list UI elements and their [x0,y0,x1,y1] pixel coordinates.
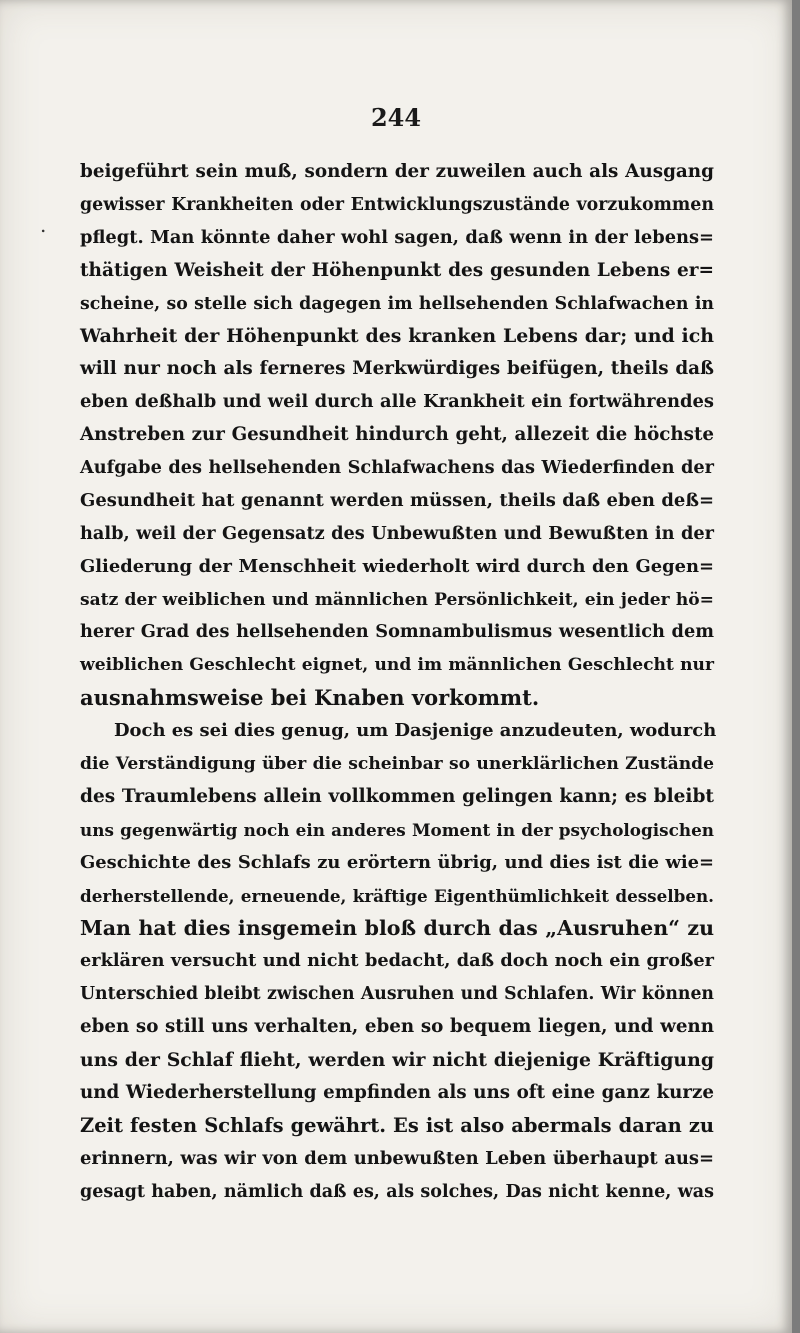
text-line: gewisser Krankheiten oder Entwicklungszustände vorzukommen [80,194,714,215]
text-line: und Wiederherstellung empfinden als uns oft eine ganz kurze [80,1081,714,1103]
text-line: Anstreben zur Gesundheit hindurch geht, allezeit die höchste [80,424,714,446]
page-edge [792,0,800,1333]
text-line: beigeführt sein muß, sondern der zuweilen auch als Ausgang [80,161,714,182]
text-line: herer Grad des hellsehenden Somnambulismus wesentlich dem [80,621,714,643]
text-line: die Verständigung über die scheinbar so unerklärlichen Zustände [80,754,714,775]
text-line: pflegt. Man könnte daher wohl sagen, daß wenn in der lebens= [80,226,714,248]
text-line: derherstellende, erneuende, kräftige Eigenthümlichkeit desselben. [80,885,714,906]
margin-mark: . [40,213,47,237]
text-line: Gesundheit hat genannt werden müssen, theils daß eben deß= [80,489,714,511]
text-line: uns gegenwärtig noch ein anderes Moment in der psychologischen [80,819,714,840]
text-line: satz der weiblichen und männlichen Persönlichkeit, ein jeder hö= [80,589,714,610]
text-line: eben deßhalb und weil durch alle Krankheit ein fortwährendes [80,391,714,413]
text-line: Doch es sei dies genug, um Dasjenige anzudeuten, wodurch [114,720,717,742]
text-line: erinnern, was wir von dem unbewußten Leben überhaupt aus= [80,1147,714,1169]
text-line: scheine, so stelle sich dagegen im hellsehenden Schlafwachen in [80,293,714,314]
text-line: Unterschied bleibt zwischen Ausruhen und Schlafen. Wir können [80,984,714,1005]
text-line: erklären versucht und nicht bedacht, daß doch noch ein großer [80,950,714,972]
text-line: Wahrheit der Höhenpunkt des kranken Lebens dar; und ich [80,325,714,348]
text-line: will nur noch als ferneres Merkwürdiges beifügen, theils daß [80,358,714,380]
body-text [80,156,717,1209]
text-line: Gliederung der Menschheit wiederholt wird durch den Gegen= [80,555,714,577]
text-line: thätigen Weisheit der Höhenpunkt des gesunden Lebens er= [80,259,714,281]
text-line: Aufgabe des hellsehenden Schlafwachens das Wiederfinden der [80,457,714,479]
text-line: gesagt haben, nämlich daß es, als solches, Das nicht kenne, was [80,1181,714,1202]
text-line: des Traumlebens allein vollkommen gelingen kann; es bleibt [80,785,714,807]
text-line: uns der Schlaf flieht, werden wir nicht diejenige Kräftigung [80,1049,714,1072]
text-line: Geschichte des Schlafs zu erörtern übrig, und dies ist die wie= [80,851,714,873]
text-line: halb, weil der Gegensatz des Unbewußten und Bewußten in der [80,522,714,544]
text-line: weiblichen Geschlecht eignet, und im männlichen Geschlecht nur [80,655,714,676]
page-number: 244 [370,103,422,132]
text-line: Zeit festen Schlafs gewährt. Es ist also abermals daran zu [80,1113,714,1137]
text-line: ausnahmsweise bei Knaben vorkommt. [80,685,540,711]
text-line: Man hat dies insgemein bloß durch das „Ausruhen“ zu [80,916,714,941]
text-line: eben so still uns verhalten, eben so bequem liegen, und wenn [80,1016,714,1038]
